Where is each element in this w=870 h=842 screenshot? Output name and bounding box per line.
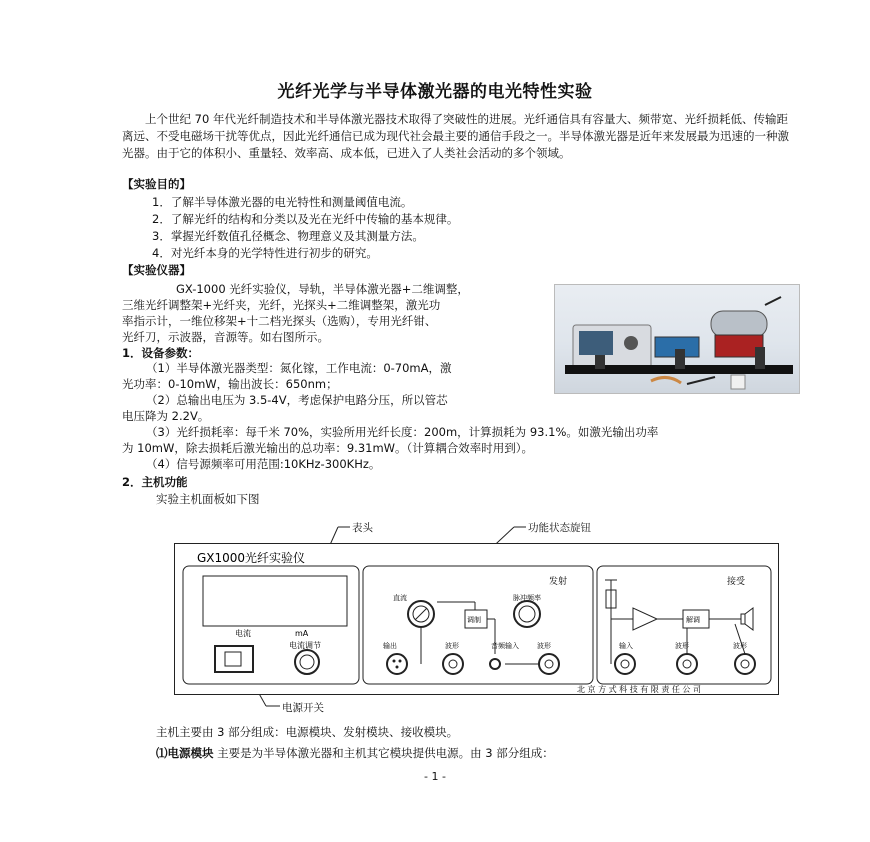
emit-label: 发射 xyxy=(549,577,568,587)
company-name: 北 京 方 式 科 技 有 限 责 任 公 司 xyxy=(577,685,701,694)
instruments-line: 率指示计，一维位移架+十二档光探头（选购），专用光纤钳、 xyxy=(122,314,437,328)
device-name: GX1000光纤实验仪 xyxy=(197,551,306,565)
param-line: （2）总输出电压为 3.5-4V，考虑保护电路分压，所以管芯 xyxy=(146,393,448,407)
speaker xyxy=(741,614,745,624)
current-label: 电流 xyxy=(235,629,251,638)
audio-in-label: 音频输入 xyxy=(491,642,519,650)
purpose-item: 2．了解光纤的结构和分类以及光在光纤中传输的基本规律。 xyxy=(152,212,459,226)
panel-svg xyxy=(175,544,778,694)
wave-connector-4 xyxy=(735,654,755,674)
param-line: （1）半导体激光器类型：氮化镓，工作电流：0-70mA，激 xyxy=(146,361,452,375)
intro-text: 上个世纪 70 年代光纤制造技术和半导体激光器技术取得了突破性的进展。光纤通信具有容量大、频带宽、光纤损耗低、传输距离远、不受电磁场干扰等优点，因此光纤通信已成为现代社会最主要的通信手段之一。半导体激光器是近年来发展最为迅速的一种激光器。由于它的体积小、重量轻、效率高、成本低，已进入了人类社会活动的多个领域。 xyxy=(122,112,789,160)
pulse-freq-knob xyxy=(514,601,540,627)
param-line: 电压降为 2.2V。 xyxy=(122,409,210,423)
purpose-item: 3．掌握光纤数值孔径概念、物理意义及其测量方法。 xyxy=(152,229,424,243)
modulate-label: 调制 xyxy=(467,616,481,624)
wave-label-4: 波形 xyxy=(733,642,747,650)
purpose-item: 4．对光纤本身的光学特性进行初步的研究。 xyxy=(152,246,378,260)
summary-line: 主机主要由 3 部分组成：电源模块、发射模块、接收模块。 xyxy=(156,725,459,739)
receive-label: 接受 xyxy=(727,577,746,587)
dc-label: 直流 xyxy=(393,594,407,602)
purpose-item: 1．了解半导体激光器的电光特性和测量阈值电流。 xyxy=(152,195,413,209)
power-switch-label: 电源开关 xyxy=(282,702,324,714)
power-module-text: 主要是为半导体激光器和主机其它模块提供电源。由 3 部分组成： xyxy=(213,746,554,760)
ma-label: mA xyxy=(295,629,309,638)
instruments-line: 光纤刀，示波器，音源等。如右图所示。 xyxy=(122,330,329,344)
instruments-heading: 【实验仪器】 xyxy=(122,263,191,277)
input-connector xyxy=(615,654,635,674)
output-label: 输出 xyxy=(383,642,397,650)
pulse-freq-label: 脉冲频率 xyxy=(513,594,541,602)
params-heading: 1．设备参数： xyxy=(122,346,200,360)
power-switch xyxy=(215,646,253,672)
audio-in-jack xyxy=(490,659,500,669)
param-line: 光功率：0-10mW，输出波长：650nm； xyxy=(122,377,338,391)
wave-connector-1 xyxy=(443,654,463,674)
input-label: 输入 xyxy=(619,642,633,650)
current-adjust-knob xyxy=(295,650,319,674)
host-heading: 2．主机功能 xyxy=(122,475,188,489)
instruments-line: 三维光纤调整架+光纤夹，光纤，光探头+二维调整架，激光功 xyxy=(122,298,441,312)
demodulate-label: 解调 xyxy=(686,616,700,624)
wave-label-2: 波形 xyxy=(537,642,551,650)
meter-display xyxy=(203,576,347,626)
instruments-line: GX-1000 光纤实验仪，导轨，半导体激光器+二维调整， xyxy=(176,282,469,296)
power-module-line xyxy=(156,745,554,761)
param-line: （3）光纤损耗率：每千米 70%，实验所用光纤长度：200m，计算损耗为 93.1%。如激光输出功率 xyxy=(146,425,659,439)
page-number: - 1 - xyxy=(424,770,446,783)
meter-label: 表头 xyxy=(352,522,373,534)
amplifier xyxy=(633,608,657,630)
param-line: （4）信号源频率可用范围:10KHz-300KHz。 xyxy=(146,457,381,471)
panel-diagram xyxy=(174,543,779,695)
current-adjust-label: 电流调节 xyxy=(289,641,321,650)
power-module-label: ⑴电源模块 xyxy=(156,746,214,760)
wave-connector-2 xyxy=(539,654,559,674)
page-title: 光纤光学与半导体激光器的电光特性实验 xyxy=(277,82,593,102)
wave-label-1: 波形 xyxy=(445,642,459,650)
knob-label: 功能状态旋钮 xyxy=(528,522,591,534)
purpose-heading: 【实验目的】 xyxy=(122,177,191,191)
wave-connector-3 xyxy=(677,654,697,674)
param-line: 为 10mW，除去损耗后激光输出的总功率：9.31mW。（计算耦合效率时用到）。 xyxy=(122,441,534,455)
panel-caption: 实验主机面板如下图 xyxy=(156,492,260,506)
wave-label-3: 波形 xyxy=(675,642,689,650)
output-connector xyxy=(387,654,407,674)
